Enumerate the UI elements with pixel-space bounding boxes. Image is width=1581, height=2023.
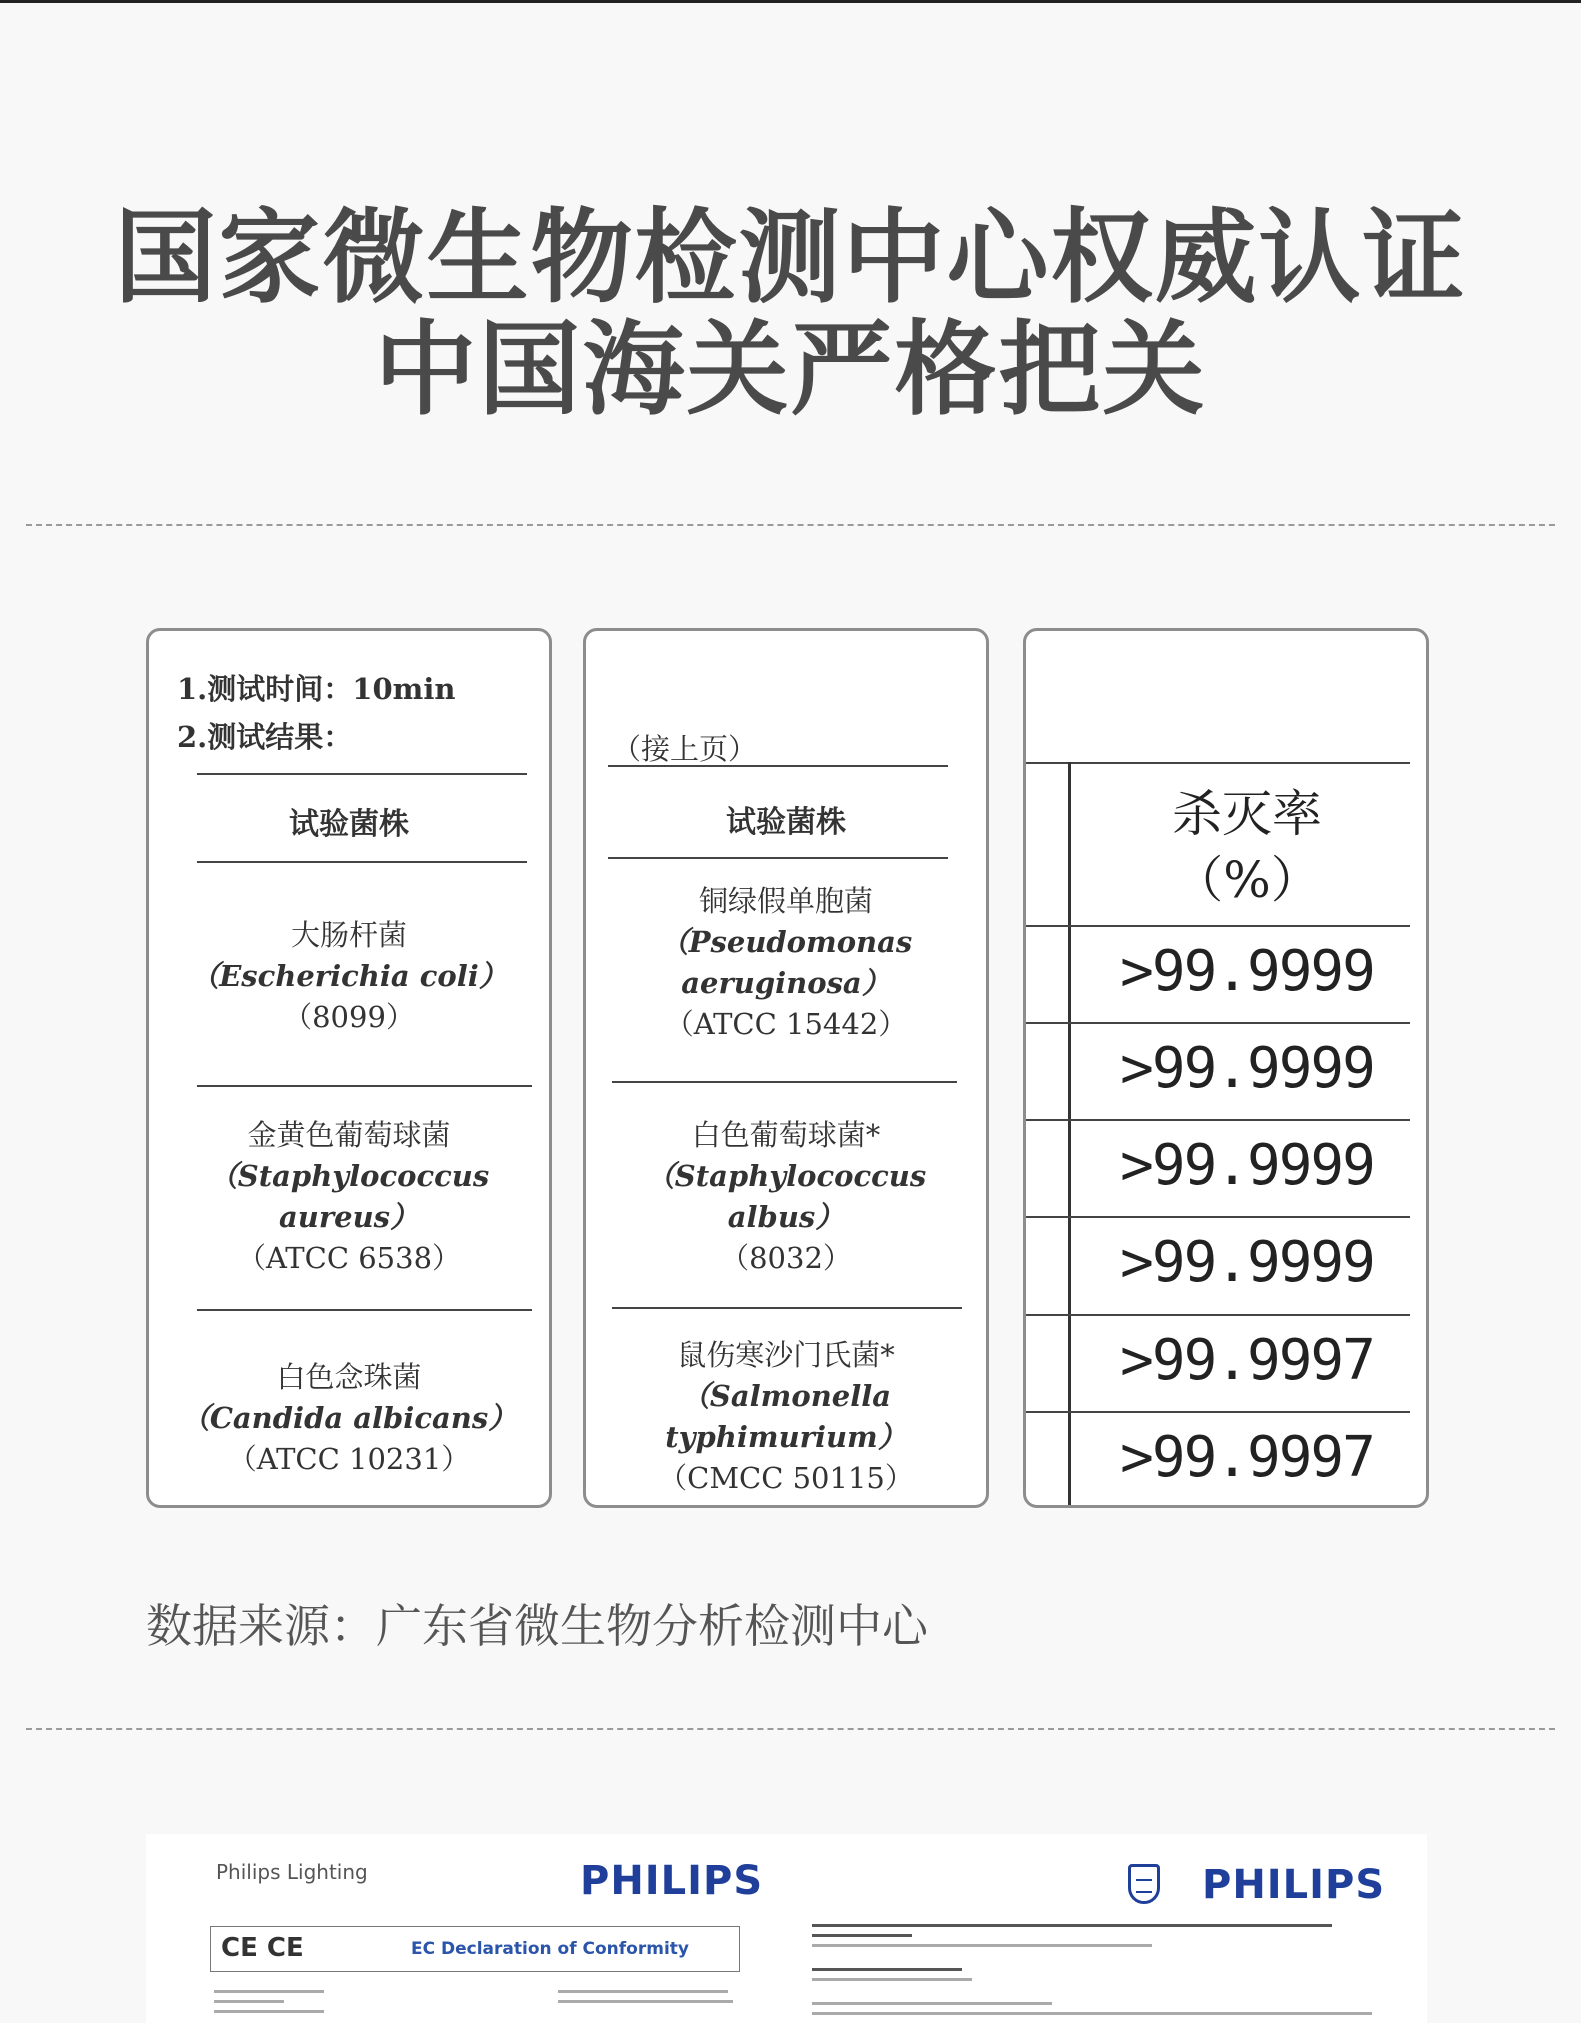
strain-entry [586, 1335, 986, 1499]
strain-name-latin: typhimurium） [665, 1420, 907, 1454]
ce-mark-icon: CE CE [221, 1933, 304, 1963]
strain-name-cn: 白色葡萄球菌* [691, 1118, 881, 1152]
fine-print-line [812, 2002, 1052, 2005]
kill-rate-value: >99.9997 [1120, 1328, 1374, 1393]
strain-name-latin: aureus） [278, 1200, 420, 1234]
kill-rate-value: >99.9999 [1120, 1230, 1374, 1295]
strain-name-cn: 白色念珠菌 [276, 1360, 422, 1394]
table-rule [197, 1309, 532, 1311]
strain-code: （ATCC 6538） [236, 1241, 462, 1275]
test-time: 1.测试时间：10min [177, 672, 456, 706]
strain-name-cn: 鼠伤寒沙门氏菌* [677, 1338, 895, 1372]
kill-rate-unit: （%） [1173, 851, 1321, 909]
strain-name-latin: （Escherichia coli） [190, 959, 508, 993]
test-report-panel-1 [146, 628, 552, 1508]
strain-name-cn: 大肠杆菌 [290, 918, 407, 952]
table-rule [608, 765, 948, 767]
strain-name-cn: 铜绿假单胞菌 [698, 884, 873, 918]
strain-entry [149, 1357, 549, 1480]
kill-rate-value: >99.9997 [1120, 1425, 1374, 1490]
table-rule [1026, 1216, 1410, 1218]
fine-print-line [214, 2000, 284, 2003]
strain-name-latin: （Salmonella [680, 1379, 892, 1413]
fine-print-line [812, 1968, 962, 1971]
fine-print-line [812, 1934, 912, 1937]
strain-entry [149, 915, 549, 1038]
table-rule [1026, 1119, 1410, 1121]
divider-top [26, 524, 1555, 526]
table-rule [197, 773, 527, 775]
test-result-label: 2.测试结果： [177, 720, 353, 754]
continued-label: （接上页） [612, 732, 758, 766]
table-rule [1026, 1411, 1410, 1413]
certificate-preview [146, 1834, 1427, 2023]
fine-print-line [812, 1978, 972, 1981]
fine-print-line [812, 2012, 1372, 2015]
fine-print-line [214, 2010, 324, 2013]
philips-shield-icon [1128, 1864, 1160, 1904]
certificate-page-left [146, 1834, 778, 2023]
strain-code: （8032） [720, 1241, 852, 1275]
test-report-panel-2 [583, 628, 989, 1508]
table-rule [197, 1085, 532, 1087]
strain-name-latin: （Staphylococcus [645, 1159, 927, 1193]
strain-name-latin: （Staphylococcus [208, 1159, 490, 1193]
divider-bottom [26, 1728, 1555, 1730]
philips-logo: PHILIPS [1202, 1862, 1386, 1908]
fine-print-line [812, 1944, 1152, 1947]
data-source-note: 数据来源：广东省微生物分析检测中心 [146, 1599, 928, 1653]
column-header-strain: 试验菌株 [289, 807, 409, 842]
fine-print-line [812, 1924, 1332, 1927]
kill-rate-label: 杀灭率 [1172, 785, 1322, 843]
strain-name-cn: 金黄色葡萄球菌 [247, 1118, 451, 1152]
strain-code: （CMCC 50115） [658, 1461, 914, 1495]
issuer-name: Philips Lighting [216, 1860, 368, 1884]
strain-entry [586, 1115, 986, 1279]
strain-code: （8099） [283, 1000, 415, 1034]
declaration-title: EC Declaration of Conformity [411, 1939, 689, 1959]
strain-name-latin: （Pseudomonas [659, 925, 913, 959]
kill-rate-value: >99.9999 [1120, 1036, 1374, 1101]
certificate-page-right [802, 1834, 1427, 2023]
table-rule [1026, 1022, 1410, 1024]
ce-declaration-box [210, 1926, 740, 1972]
philips-logo: PHILIPS [580, 1858, 764, 1904]
kill-rate-panel [1023, 628, 1429, 1508]
fine-print-line [214, 1990, 324, 1993]
strain-entry [586, 881, 986, 1045]
table-rule [1026, 762, 1410, 764]
strain-name-latin: aeruginosa） [681, 966, 891, 1000]
table-rule [197, 861, 527, 863]
headline-line-1: 国家微生物检测中心权威认证 [114, 199, 1467, 318]
top-border [0, 0, 1581, 3]
strain-entry [149, 1115, 549, 1279]
column-header-kill-rate [1068, 781, 1426, 913]
strain-name-latin: （Candida albicans） [180, 1401, 518, 1435]
table-rule [1026, 1314, 1410, 1316]
table-rule [612, 1081, 957, 1083]
table-rule [612, 1307, 962, 1309]
fine-print-line [558, 1990, 728, 1993]
strain-code: （ATCC 10231） [227, 1442, 471, 1476]
kill-rate-value: >99.9999 [1120, 1133, 1374, 1198]
strain-code: （ATCC 15442） [664, 1007, 908, 1041]
table-rule [608, 857, 948, 859]
headline-line-2: 中国海关严格把关 [374, 311, 1207, 430]
column-header-strain: 试验菌株 [726, 805, 846, 840]
strain-name-latin: albus） [727, 1200, 845, 1234]
kill-rate-value: >99.9999 [1120, 939, 1374, 1004]
table-rule [1026, 925, 1410, 927]
fine-print-line [558, 2000, 733, 2003]
